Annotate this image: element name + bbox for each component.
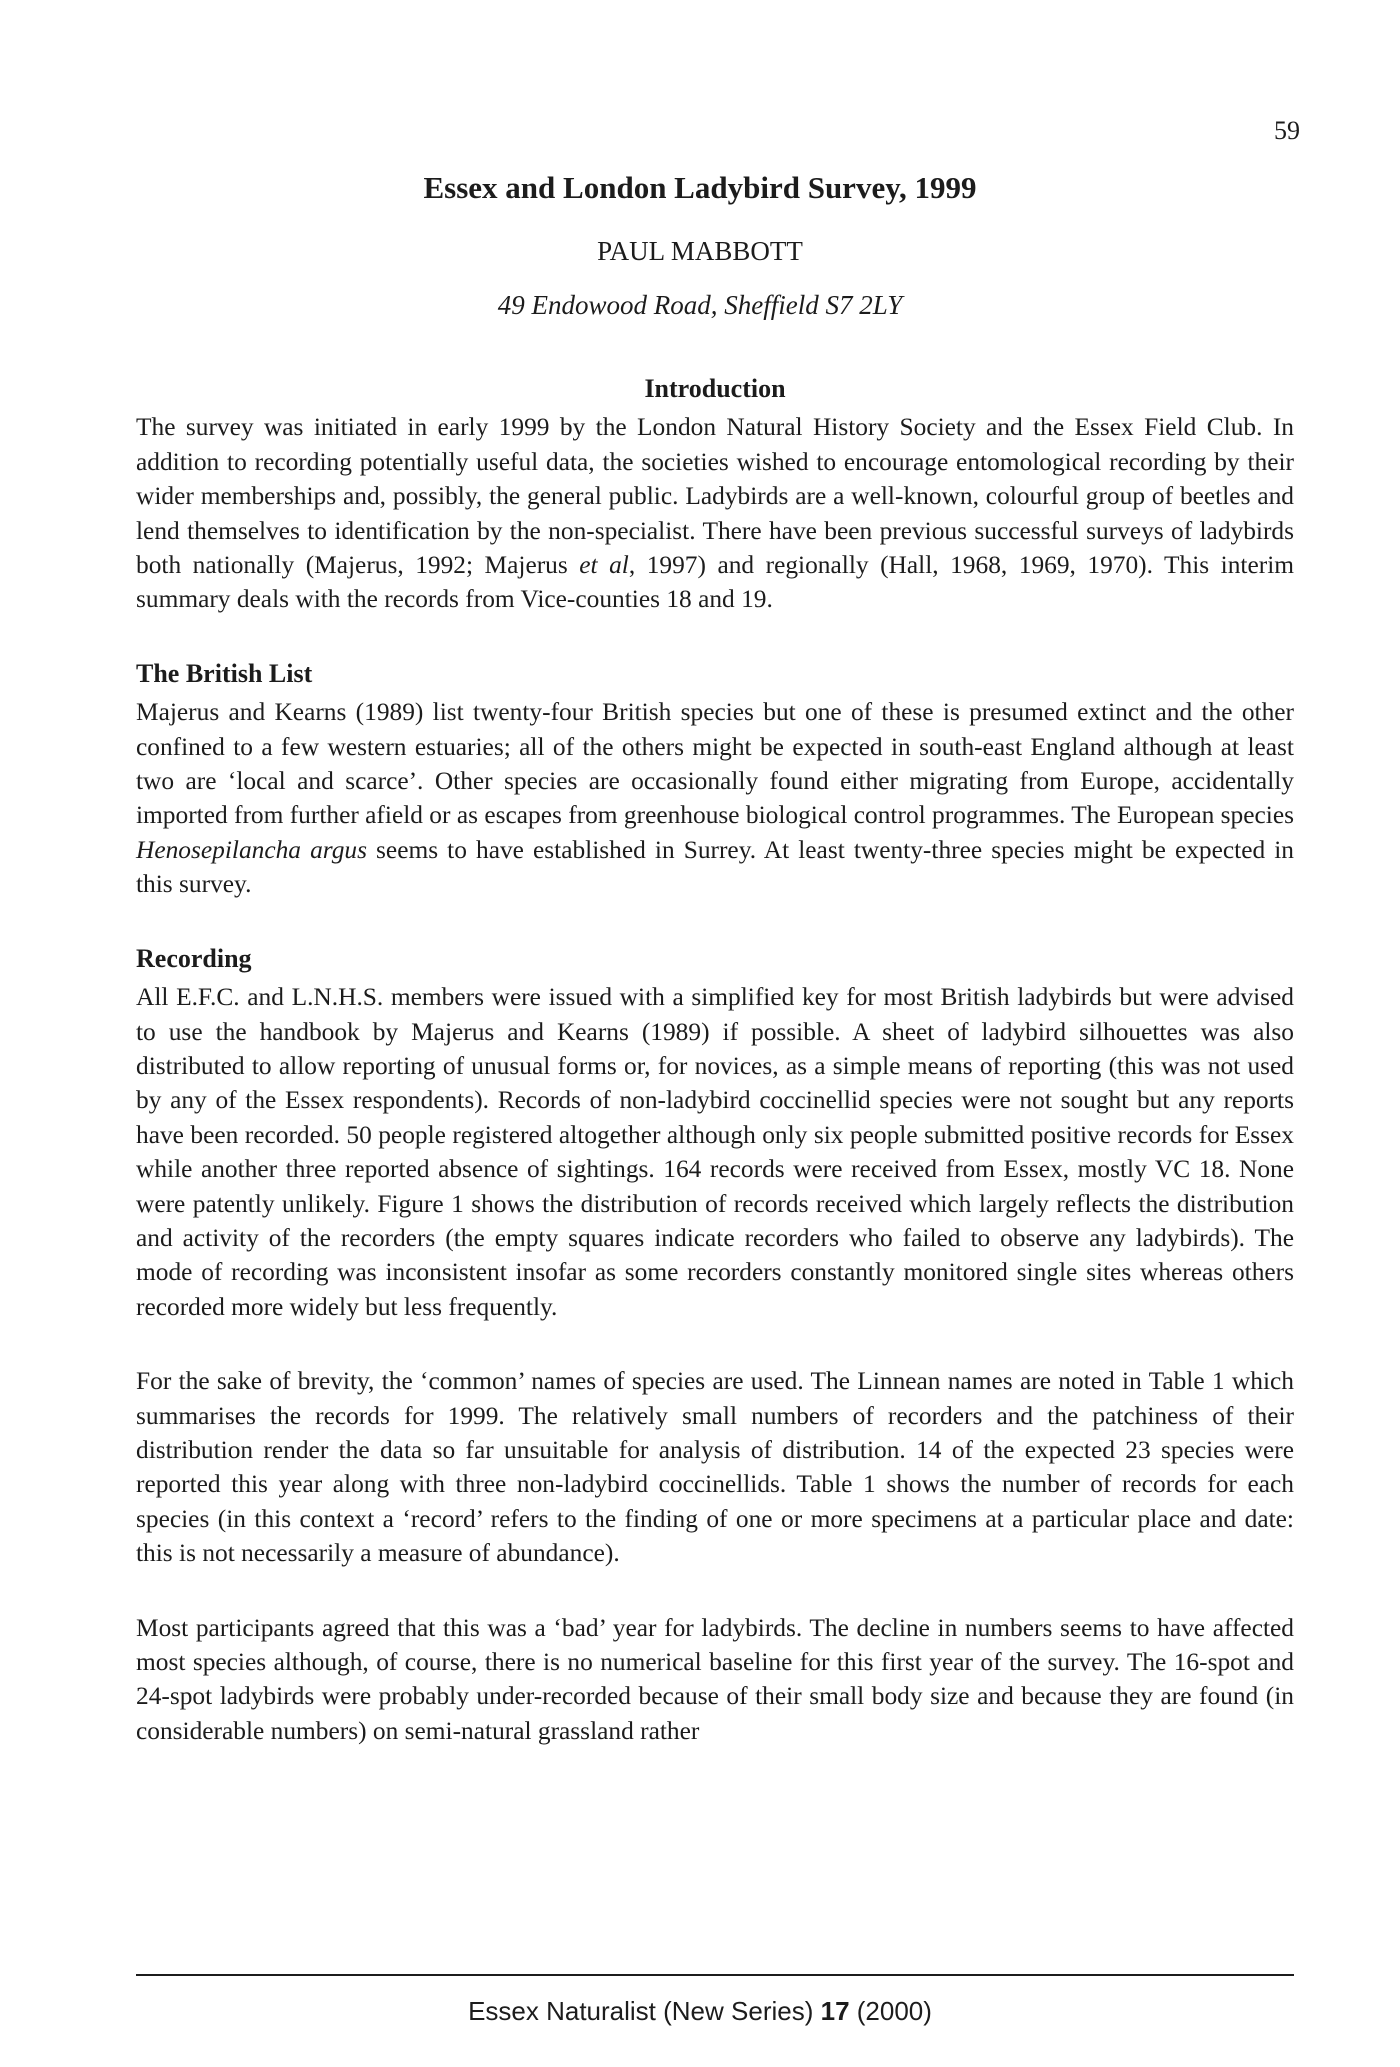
introduction-text-a: The survey was initiated in early 1999 by the London Natural History Society and the Essex Field Club. In addition to recording potentially useful data, the societies wished to encourage entomological recording by their wider memberships and, possibly, the general public. Ladybirds are a well-known, colourful group of beetles and lend themselves to identification by the non-specialist. There have been previous successful surveys of ladybirds both nationally (Majerus, 1992; Majerus bbox=[136, 413, 1294, 580]
british-list-heading: The British List bbox=[136, 658, 313, 688]
introduction-text-b: , 1997) and regionally (Hall, 1968, 1969, 1970). This interim summary deals with the records from Vice-counties 18 and 19. bbox=[136, 551, 1294, 614]
recording-paragraph-3: Most participants agreed that this was a ‘bad’ year for ladybirds. The decline in numbers seems to have affected most species although, of course, there is no numerical baseline for this first year of the survey. The 16-spot and 24-spot ladybirds were probably under-recorded because of their small body size and because they are found (in considerable numbers) on semi-natural grassland rather bbox=[136, 1613, 1294, 1745]
footer-year: (2000) bbox=[849, 1996, 932, 2026]
introduction-paragraph bbox=[136, 410, 1294, 616]
article-title: Essex and London Ladybird Survey, 1999 bbox=[423, 170, 977, 205]
introduction-text-italic: et al bbox=[579, 551, 629, 580]
page-number: 59 bbox=[1274, 116, 1300, 145]
recording-paragraph-2: For the sake of brevity, the ‘common’ names of species are used. The Linnean names are noted in Table 1 which summarises the records for 1999. The relatively small numbers of recorders and the patchiness of their distribution render the data so far unsuitable for analysis of distribution. 14 of the expected 23 species were reported this year along with three non-ladybird coccinellids. Table 1 shows the number of records for each species (in this context a ‘record’ refers to the finding of one or more specimens at a particular place and date: this is not necessarily a measure of abundance). bbox=[136, 1367, 1294, 1568]
author-address: 49 Endowood Road, Sheffield S7 2LY bbox=[497, 290, 903, 320]
footer-journal: Essex Naturalist (New Series) bbox=[468, 1996, 821, 2026]
british-list-paragraph bbox=[136, 695, 1294, 901]
british-list-text-a: Majerus and Kearns (1989) list twenty-four British species but one of these is presumed extinct and the other confined to a few western estuaries; all of the others might be expected in south-east England although at least two are ‘local and scarce’. Other species are occasionally found either migrating from Europe, accidentally imported from further afield or as escapes from greenhouse biological control programmes. The European species bbox=[136, 698, 1294, 830]
footer-citation bbox=[0, 1996, 1400, 2027]
footer-volume: 17 bbox=[820, 1996, 850, 2026]
article-body bbox=[136, 372, 1294, 1748]
author-name: PAUL MABBOTT bbox=[597, 236, 803, 266]
introduction-heading: Introduction bbox=[644, 374, 786, 403]
recording-paragraph-1: All E.F.C. and L.N.H.S. members were issued with a simplified key for most British ladybirds but were advised to use the handbook by Majerus and Kearns (1989) if possible. A sheet of ladybird silhouettes was also distributed to allow reporting of unusual forms or, for novices, as a simple means of reporting (this was not used by any of the Essex respondents). Records of non-ladybird coccinellid species were not sought but any reports have been recorded. 50 people registered altogether although only six people submitted positive records for Essex while another three reported absence of sightings. 164 records were received from Essex, mostly VC 18. None were patently unlikely. Figure 1 shows the distribution of records received which largely reflects the distribution and activity of the recorders (the empty squares indicate recorders who failed to observe any ladybirds). The mode of recording was inconsistent insofar as some recorders constantly monitored single sites whereas others recorded more widely but less frequently. bbox=[136, 983, 1294, 1321]
footer-rule bbox=[136, 1974, 1294, 1976]
recording-heading: Recording bbox=[136, 943, 252, 973]
british-list-text-italic: Henosepilancha argus bbox=[136, 835, 367, 864]
british-list-text-b: seems to have established in Surrey. At least twenty-three species might be expected in this survey. bbox=[136, 835, 1294, 899]
